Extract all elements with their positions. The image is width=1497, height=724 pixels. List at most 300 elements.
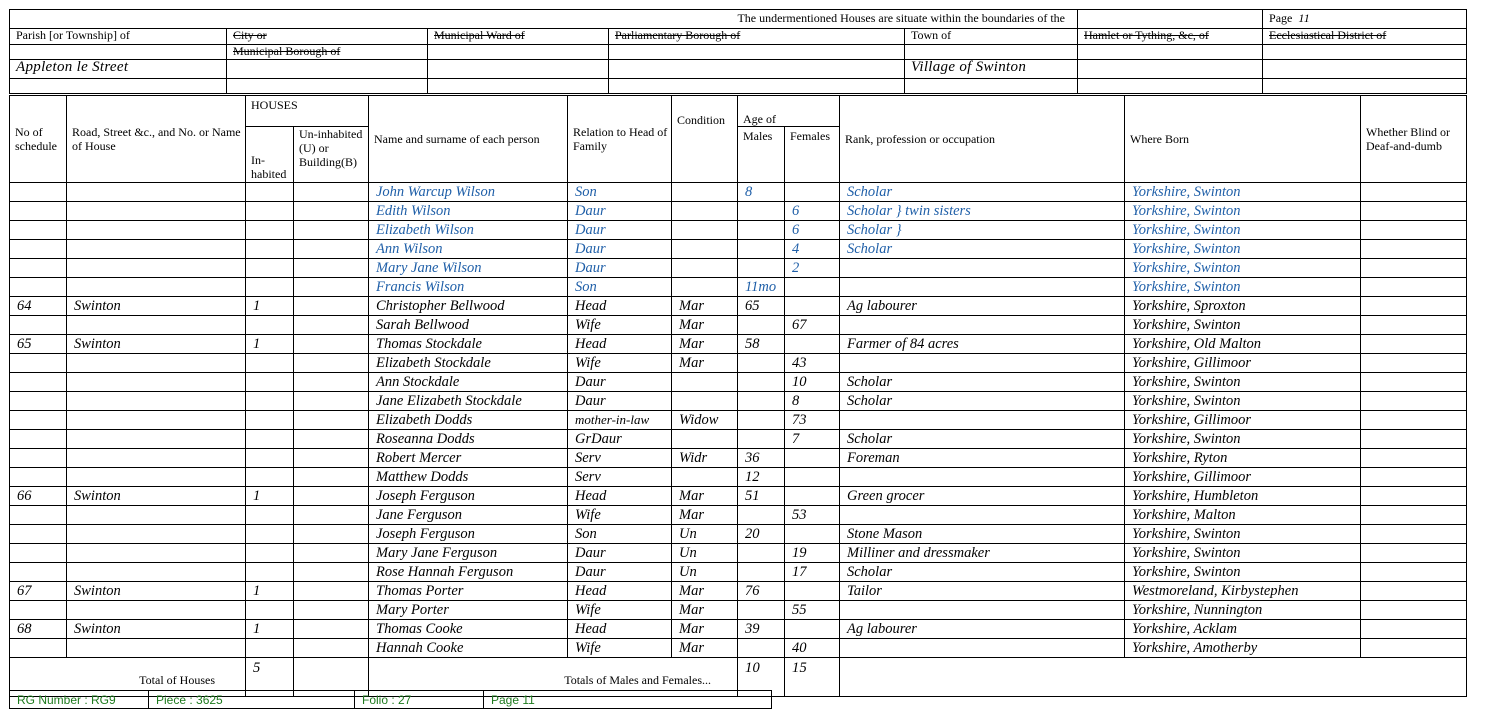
cell-name: Rose Hannah Ferguson <box>369 563 568 582</box>
cell-uninhabited <box>294 183 369 202</box>
col-houses: HOUSES <box>246 96 369 127</box>
cell-condition: Mar <box>672 354 738 373</box>
cell-occupation <box>840 354 1125 373</box>
footer-piece: Piece : 3625 <box>149 691 355 709</box>
cell-relation: Head <box>568 620 672 639</box>
cell-male-age <box>738 373 785 392</box>
census-table <box>9 95 1467 697</box>
cell-condition <box>672 240 738 259</box>
cell-name: Edith Wilson <box>369 202 568 221</box>
cell-blind <box>1361 487 1467 506</box>
col-females: Females <box>785 127 840 183</box>
table-row <box>10 278 1467 297</box>
cell-blind <box>1361 240 1467 259</box>
cell-relation: Serv <box>568 449 672 468</box>
cell-female-age <box>785 468 840 487</box>
cell-where-born: Yorkshire, Nunnington <box>1125 601 1361 620</box>
cell-road <box>67 240 246 259</box>
cell-uninhabited <box>294 487 369 506</box>
cell-uninhabited <box>294 202 369 221</box>
cell-female-age <box>785 297 840 316</box>
table-row <box>10 449 1467 468</box>
cell-road <box>67 202 246 221</box>
cell-name: Sarah Bellwood <box>369 316 568 335</box>
cell-occupation <box>840 316 1125 335</box>
cell-occupation: Green grocer <box>840 487 1125 506</box>
cell-relation: Daur <box>568 202 672 221</box>
cell-condition: Mar <box>672 297 738 316</box>
cell-occupation: Foreman <box>840 449 1125 468</box>
cell-where-born: Yorkshire, Swinton <box>1125 392 1361 411</box>
table-row <box>10 259 1467 278</box>
cell-blind <box>1361 544 1467 563</box>
cell-where-born: Yorkshire, Swinton <box>1125 221 1361 240</box>
cell-relation: Daur <box>568 373 672 392</box>
cell-male-age <box>738 639 785 658</box>
cell-schedule <box>10 449 67 468</box>
cell-occupation: Tailor <box>840 582 1125 601</box>
cell-blind <box>1361 373 1467 392</box>
cell-male-age <box>738 506 785 525</box>
town-value: Village of Swinton <box>905 60 1078 79</box>
cell-where-born: Yorkshire, Gillimoor <box>1125 468 1361 487</box>
cell-condition <box>672 373 738 392</box>
cell-where-born: Yorkshire, Swinton <box>1125 563 1361 582</box>
cell-where-born: Yorkshire, Amotherby <box>1125 639 1361 658</box>
cell-road <box>67 316 246 335</box>
cell-schedule <box>10 544 67 563</box>
table-row <box>10 601 1467 620</box>
cell-road: Swinton <box>67 335 246 354</box>
cell-uninhabited <box>294 544 369 563</box>
cell-uninhabited <box>294 316 369 335</box>
cell-condition: Mar <box>672 487 738 506</box>
cell-schedule <box>10 639 67 658</box>
col-condition: Condition <box>672 96 738 183</box>
cell-occupation: Scholar } twin sisters <box>840 202 1125 221</box>
cell-occupation: Scholar <box>840 183 1125 202</box>
cell-male-age: 51 <box>738 487 785 506</box>
cell-uninhabited <box>294 240 369 259</box>
cell-condition <box>672 221 738 240</box>
cell-road <box>67 183 246 202</box>
table-row <box>10 487 1467 506</box>
cell-uninhabited <box>294 582 369 601</box>
cell-blind <box>1361 525 1467 544</box>
cell-blind <box>1361 259 1467 278</box>
cell-where-born: Yorkshire, Swinton <box>1125 316 1361 335</box>
cell-name: Joseph Ferguson <box>369 487 568 506</box>
col-inhabited: In-habited <box>246 127 294 183</box>
cell-name: Jane Ferguson <box>369 506 568 525</box>
cell-occupation <box>840 411 1125 430</box>
cell-female-age <box>785 335 840 354</box>
cell-schedule <box>10 411 67 430</box>
cell-road <box>67 354 246 373</box>
cell-name: Mary Jane Wilson <box>369 259 568 278</box>
cell-female-age: 2 <box>785 259 840 278</box>
cell-uninhabited <box>294 449 369 468</box>
cell-female-age: 6 <box>785 221 840 240</box>
cell-inhabited <box>246 259 294 278</box>
cell-blind <box>1361 202 1467 221</box>
cell-relation: Head <box>568 582 672 601</box>
cell-relation: Serv <box>568 468 672 487</box>
cell-road <box>67 639 246 658</box>
cell-uninhabited <box>294 373 369 392</box>
cell-uninhabited <box>294 259 369 278</box>
cell-inhabited <box>246 468 294 487</box>
col-occupation: Rank, profession or occupation <box>840 96 1125 183</box>
cell-inhabited <box>246 240 294 259</box>
col-males: Males <box>738 127 785 183</box>
cell-relation: GrDaur <box>568 430 672 449</box>
cell-blind <box>1361 354 1467 373</box>
cell-blind <box>1361 449 1467 468</box>
cell-male-age: 20 <box>738 525 785 544</box>
col-road: Road, Street &c., and No. or Name of House <box>67 96 246 183</box>
col-schedule: No of schedule <box>10 96 67 183</box>
cell-condition <box>672 278 738 297</box>
cell-female-age <box>785 582 840 601</box>
cell-where-born: Yorkshire, Swinton <box>1125 373 1361 392</box>
cell-name: Robert Mercer <box>369 449 568 468</box>
cell-male-age: 8 <box>738 183 785 202</box>
cell-uninhabited <box>294 392 369 411</box>
cell-blind <box>1361 392 1467 411</box>
cell-condition: Un <box>672 563 738 582</box>
cell-male-age: 65 <box>738 297 785 316</box>
cell-schedule <box>10 506 67 525</box>
parish-label: Parish [or Township] of <box>10 29 227 45</box>
cell-road <box>67 221 246 240</box>
cell-schedule <box>10 278 67 297</box>
cell-occupation: Scholar } <box>840 221 1125 240</box>
table-row <box>10 183 1467 202</box>
table-row <box>10 221 1467 240</box>
cell-relation: Daur <box>568 392 672 411</box>
cell-relation: Wife <box>568 316 672 335</box>
cell-road <box>67 506 246 525</box>
census-header <box>9 9 1467 94</box>
cell-inhabited <box>246 639 294 658</box>
cell-schedule <box>10 221 67 240</box>
cell-blind <box>1361 335 1467 354</box>
cell-relation: Daur <box>568 240 672 259</box>
cell-occupation: Scholar <box>840 240 1125 259</box>
cell-name: Roseanna Dodds <box>369 430 568 449</box>
city-label: City or <box>227 29 428 45</box>
cell-schedule <box>10 183 67 202</box>
cell-name: John Warcup Wilson <box>369 183 568 202</box>
cell-condition: Mar <box>672 316 738 335</box>
cell-occupation <box>840 506 1125 525</box>
cell-name: Elizabeth Dodds <box>369 411 568 430</box>
cell-occupation: Stone Mason <box>840 525 1125 544</box>
cell-inhabited <box>246 354 294 373</box>
cell-female-age: 55 <box>785 601 840 620</box>
cell-relation: Wife <box>568 354 672 373</box>
cell-female-age: 67 <box>785 316 840 335</box>
cell-road <box>67 259 246 278</box>
cell-name: Christopher Bellwood <box>369 297 568 316</box>
cell-road <box>67 411 246 430</box>
cell-condition <box>672 430 738 449</box>
cell-where-born: Yorkshire, Gillimoor <box>1125 354 1361 373</box>
table-row <box>10 563 1467 582</box>
cell-schedule: 65 <box>10 335 67 354</box>
cell-male-age <box>738 544 785 563</box>
cell-male-age: 11mo <box>738 278 785 297</box>
cell-inhabited <box>246 202 294 221</box>
table-row <box>10 335 1467 354</box>
cell-blind <box>1361 183 1467 202</box>
table-row <box>10 639 1467 658</box>
table-row <box>10 316 1467 335</box>
cell-name: Ann Wilson <box>369 240 568 259</box>
cell-name: Hannah Cooke <box>369 639 568 658</box>
table-row <box>10 411 1467 430</box>
total-persons-label: Totals of Males and Females... <box>369 658 738 697</box>
cell-schedule <box>10 202 67 221</box>
cell-relation: Head <box>568 487 672 506</box>
cell-female-age: 6 <box>785 202 840 221</box>
cell-male-age <box>738 354 785 373</box>
cell-where-born: Yorkshire, Humbleton <box>1125 487 1361 506</box>
table-row <box>10 297 1467 316</box>
cell-where-born: Yorkshire, Malton <box>1125 506 1361 525</box>
cell-uninhabited <box>294 411 369 430</box>
cell-condition: Mar <box>672 601 738 620</box>
footer-page: Page 11 <box>484 691 772 709</box>
cell-name: Joseph Ferguson <box>369 525 568 544</box>
municipal-ward-label: Municipal Ward of <box>428 29 609 45</box>
cell-relation: Daur <box>568 259 672 278</box>
parish-value: Appleton le Street <box>10 60 227 79</box>
cell-uninhabited <box>294 297 369 316</box>
footer-reference <box>9 690 772 709</box>
cell-name: Mary Jane Ferguson <box>369 544 568 563</box>
cell-schedule <box>10 259 67 278</box>
cell-name: Ann Stockdale <box>369 373 568 392</box>
cell-occupation <box>840 601 1125 620</box>
cell-relation: Head <box>568 297 672 316</box>
census-rows <box>10 183 1467 658</box>
page-number-cell <box>1263 10 1467 29</box>
cell-inhabited <box>246 449 294 468</box>
cell-road: Swinton <box>67 487 246 506</box>
cell-inhabited <box>246 278 294 297</box>
cell-schedule: 68 <box>10 620 67 639</box>
cell-road <box>67 430 246 449</box>
col-born: Where Born <box>1125 96 1361 183</box>
cell-schedule <box>10 601 67 620</box>
col-name: Name and surname of each person <box>369 96 568 183</box>
cell-occupation: Ag labourer <box>840 297 1125 316</box>
cell-where-born: Yorkshire, Swinton <box>1125 525 1361 544</box>
cell-relation: Wife <box>568 639 672 658</box>
col-blind: Whether Blind or Deaf-and-dumb <box>1361 96 1467 183</box>
cell-condition: Mar <box>672 335 738 354</box>
cell-where-born: Yorkshire, Swinton <box>1125 202 1361 221</box>
cell-road <box>67 525 246 544</box>
cell-uninhabited <box>294 620 369 639</box>
cell-male-age <box>738 259 785 278</box>
page-label: Page <box>1269 11 1293 25</box>
cell-condition: Mar <box>672 506 738 525</box>
cell-road <box>67 544 246 563</box>
cell-uninhabited <box>294 354 369 373</box>
cell-female-age: 10 <box>785 373 840 392</box>
cell-road: Swinton <box>67 297 246 316</box>
cell-condition <box>672 468 738 487</box>
cell-male-age <box>738 202 785 221</box>
footer-rg: RG Number : RG9 <box>10 691 149 709</box>
cell-occupation: Ag labourer <box>840 620 1125 639</box>
cell-where-born: Yorkshire, Swinton <box>1125 430 1361 449</box>
cell-relation: Son <box>568 183 672 202</box>
cell-where-born: Yorkshire, Sproxton <box>1125 297 1361 316</box>
cell-relation: Daur <box>568 221 672 240</box>
cell-where-born: Yorkshire, Acklam <box>1125 620 1361 639</box>
table-row <box>10 202 1467 221</box>
cell-male-age <box>738 240 785 259</box>
town-label: Town of <box>905 29 1078 45</box>
cell-male-age <box>738 221 785 240</box>
cell-condition <box>672 259 738 278</box>
cell-male-age <box>738 430 785 449</box>
cell-female-age: 73 <box>785 411 840 430</box>
total-females-value: 15 <box>785 658 840 697</box>
total-houses-label: Total of Houses <box>10 658 246 697</box>
cell-male-age: 36 <box>738 449 785 468</box>
cell-occupation <box>840 468 1125 487</box>
cell-where-born: Yorkshire, Swinton <box>1125 544 1361 563</box>
footer-folio: Folio : 27 <box>355 691 484 709</box>
cell-inhabited: 1 <box>246 582 294 601</box>
cell-inhabited <box>246 563 294 582</box>
cell-blind <box>1361 563 1467 582</box>
cell-female-age <box>785 449 840 468</box>
cell-uninhabited <box>294 468 369 487</box>
cell-where-born: Yorkshire, Old Malton <box>1125 335 1361 354</box>
table-row <box>10 506 1467 525</box>
cell-name: Francis Wilson <box>369 278 568 297</box>
cell-uninhabited <box>294 221 369 240</box>
cell-inhabited <box>246 430 294 449</box>
cell-condition: Mar <box>672 639 738 658</box>
cell-inhabited <box>246 506 294 525</box>
cell-condition: Widow <box>672 411 738 430</box>
cell-blind <box>1361 316 1467 335</box>
cell-inhabited: 1 <box>246 297 294 316</box>
cell-female-age: 8 <box>785 392 840 411</box>
cell-female-age: 17 <box>785 563 840 582</box>
cell-blind <box>1361 620 1467 639</box>
cell-occupation <box>840 639 1125 658</box>
col-uninhabited: Un-inhabited (U) or Building(B) <box>294 127 369 183</box>
cell-female-age <box>785 525 840 544</box>
cell-name: Thomas Stockdale <box>369 335 568 354</box>
cell-occupation: Milliner and dressmaker <box>840 544 1125 563</box>
cell-blind <box>1361 278 1467 297</box>
cell-relation: Head <box>568 335 672 354</box>
cell-uninhabited <box>294 278 369 297</box>
cell-male-age <box>738 601 785 620</box>
header-title: The undermentioned Houses are situate within the boundaries of the <box>10 10 1078 29</box>
cell-name: Elizabeth Wilson <box>369 221 568 240</box>
cell-road <box>67 392 246 411</box>
hamlet-label: Hamlet or Tything, &c, of <box>1078 29 1263 45</box>
cell-road <box>67 563 246 582</box>
municipal-borough-label: Municipal Borough of <box>227 45 428 60</box>
table-row <box>10 430 1467 449</box>
cell-where-born: Yorkshire, Swinton <box>1125 278 1361 297</box>
cell-schedule <box>10 373 67 392</box>
table-row <box>10 525 1467 544</box>
table-row <box>10 240 1467 259</box>
cell-name: Jane Elizabeth Stockdale <box>369 392 568 411</box>
cell-occupation: Scholar <box>840 373 1125 392</box>
table-row <box>10 582 1467 601</box>
cell-name: Thomas Porter <box>369 582 568 601</box>
cell-where-born: Yorkshire, Ryton <box>1125 449 1361 468</box>
cell-where-born: Yorkshire, Gillimoor <box>1125 411 1361 430</box>
cell-schedule <box>10 240 67 259</box>
cell-female-age: 19 <box>785 544 840 563</box>
cell-female-age: 43 <box>785 354 840 373</box>
cell-blind <box>1361 430 1467 449</box>
cell-occupation: Scholar <box>840 430 1125 449</box>
cell-blind <box>1361 468 1467 487</box>
cell-relation: Wife <box>568 601 672 620</box>
ecclesiastical-label: Ecclesiastical District of <box>1263 29 1467 45</box>
cell-relation: mother-in-law <box>568 411 672 430</box>
cell-schedule: 66 <box>10 487 67 506</box>
col-relation: Relation to Head of Family <box>568 96 672 183</box>
cell-schedule <box>10 392 67 411</box>
cell-condition <box>672 202 738 221</box>
cell-male-age: 76 <box>738 582 785 601</box>
cell-where-born: Yorkshire, Swinton <box>1125 183 1361 202</box>
cell-condition: Widr <box>672 449 738 468</box>
cell-female-age <box>785 183 840 202</box>
cell-where-born: Yorkshire, Swinton <box>1125 240 1361 259</box>
cell-uninhabited <box>294 335 369 354</box>
cell-relation: Daur <box>568 544 672 563</box>
cell-condition: Mar <box>672 582 738 601</box>
cell-occupation: Scholar <box>840 392 1125 411</box>
cell-road: Swinton <box>67 620 246 639</box>
cell-condition: Mar <box>672 620 738 639</box>
cell-schedule <box>10 316 67 335</box>
cell-occupation <box>840 278 1125 297</box>
cell-inhabited <box>246 411 294 430</box>
cell-inhabited <box>246 544 294 563</box>
cell-uninhabited <box>294 563 369 582</box>
cell-female-age: 53 <box>785 506 840 525</box>
cell-relation: Son <box>568 278 672 297</box>
cell-inhabited: 1 <box>246 335 294 354</box>
cell-inhabited <box>246 221 294 240</box>
cell-where-born: Yorkshire, Swinton <box>1125 259 1361 278</box>
cell-male-age <box>738 392 785 411</box>
cell-schedule <box>10 468 67 487</box>
cell-blind <box>1361 411 1467 430</box>
cell-uninhabited <box>294 639 369 658</box>
cell-where-born: Westmoreland, Kirbystephen <box>1125 582 1361 601</box>
cell-condition: Un <box>672 525 738 544</box>
